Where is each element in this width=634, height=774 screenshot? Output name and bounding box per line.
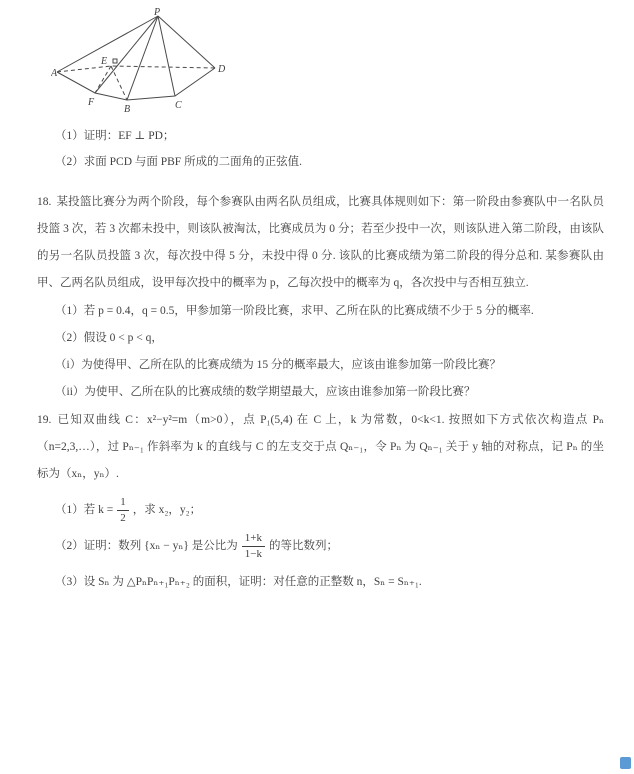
vertex-label-A: A bbox=[51, 68, 58, 79]
vertex-label-B: B bbox=[124, 104, 131, 115]
base-front-edges bbox=[57, 68, 215, 100]
vertex-label-F: F bbox=[88, 97, 95, 108]
q19-number: 19. bbox=[37, 414, 52, 426]
q19-part1 bbox=[37, 496, 604, 524]
q18-part2-i: （i）为使得甲、乙所在队的比赛成绩为 15 分的概率最大，应该由谁参加第一阶段比赛？ bbox=[55, 359, 501, 371]
vertex-label-E: E bbox=[101, 56, 108, 67]
fraction-numerator: 1 bbox=[117, 496, 129, 511]
q19-part1-post: ，求 x₂，y₂； bbox=[132, 504, 202, 517]
question-18 bbox=[37, 189, 604, 405]
q18-part2-ii: （ii）为使甲、乙所在队的比赛成绩的数学期望最大，应该由谁参加第一阶段比赛？ bbox=[55, 386, 476, 398]
q19-stem-text: 已知双曲线 C：x²−y²=m（m>0），点 P₁(5,4) 在 C 上，k 为常数，0<k<1. 按照如下方式依次构造点 Pₙ（n=2,3,…），过 Pₙ₋₁ 作斜率为 k 的直线与 C 的左支交于点 Qₙ₋₁，令 Pₙ 为 Qₙ₋₁ 关于 y 轴的对称点，记 Pₙ 的坐标为（xₙ，yₙ）. bbox=[37, 414, 604, 480]
edge-AED-hidden bbox=[57, 66, 215, 72]
geometry-figure bbox=[51, 8, 233, 116]
q17-part2: （2）求面 PCD 与面 PBF 所成的二面角的正弦值. bbox=[55, 156, 302, 168]
q19-part1-pre: （1）若 k = bbox=[55, 504, 114, 517]
q18-part2: （2）假设 0 < p < q， bbox=[55, 332, 163, 344]
vertex-label-D: D bbox=[218, 64, 226, 75]
fraction-denominator: 2 bbox=[120, 511, 126, 524]
fraction-ratio bbox=[242, 532, 265, 560]
q19-part2-pre: （2）证明：数列 {xₙ − yₙ} 是公比为 bbox=[55, 540, 238, 553]
q19-part3: （3）设 Sₙ 为 △PₙPₙ₊₁Pₙ₊₂ 的面积，证明：对任意的正整数 n，Sₙ = Sₙ₊₁. bbox=[55, 575, 422, 588]
q18-number: 18. bbox=[37, 196, 52, 208]
edge-PF bbox=[95, 16, 158, 93]
q19-stem bbox=[37, 407, 604, 488]
question-19 bbox=[37, 407, 604, 595]
q19-part2-post: 的等比数列； bbox=[268, 540, 338, 553]
q19-part2 bbox=[37, 532, 604, 560]
vertex-label-P: P bbox=[154, 8, 161, 18]
edge-PC bbox=[158, 16, 175, 96]
edge-PD bbox=[158, 16, 215, 68]
vertex-label-C: C bbox=[175, 100, 182, 111]
scroll-corner-button[interactable] bbox=[620, 757, 631, 769]
fraction-one-half bbox=[117, 496, 129, 524]
right-angle-marker bbox=[113, 59, 117, 63]
edge-PA bbox=[57, 16, 158, 72]
q17-part1: （1）证明：EF ⊥ PD； bbox=[55, 130, 175, 142]
figure-wrap bbox=[51, 8, 604, 119]
q18-stem-text: 某投篮比赛分为两个阶段，每个参赛队由两名队员组成，比赛具体规则如下：第一阶段由参赛队中一名队员投篮 3 次，若 3 次都未投中，则该队被淘汰，比赛成员为 0 分；若至少投中一次，则该队进入第二阶段，由该队的另一名队员投篮 3 次，每次投中得 5 分，未投中得 0 分. 该队的比赛成绩为第二阶段的得分总和. 某参赛队由甲、乙两名队员组成，设甲每次投中的概率为 p，乙每次投中的概率为 q，各次投中与否相互独立. bbox=[37, 196, 604, 289]
q18-part1: （1）若 p = 0.4，q = 0.5，甲参加第一阶段比赛，求甲、乙所在队的比赛成绩不少于 5 分的概率. bbox=[55, 305, 534, 317]
q18-stem bbox=[37, 189, 604, 297]
fraction-denominator: 1−k bbox=[244, 547, 262, 560]
edge-PB bbox=[127, 16, 158, 100]
edge-EF-hidden bbox=[95, 66, 111, 93]
fraction-numerator: 1+k bbox=[242, 532, 265, 547]
